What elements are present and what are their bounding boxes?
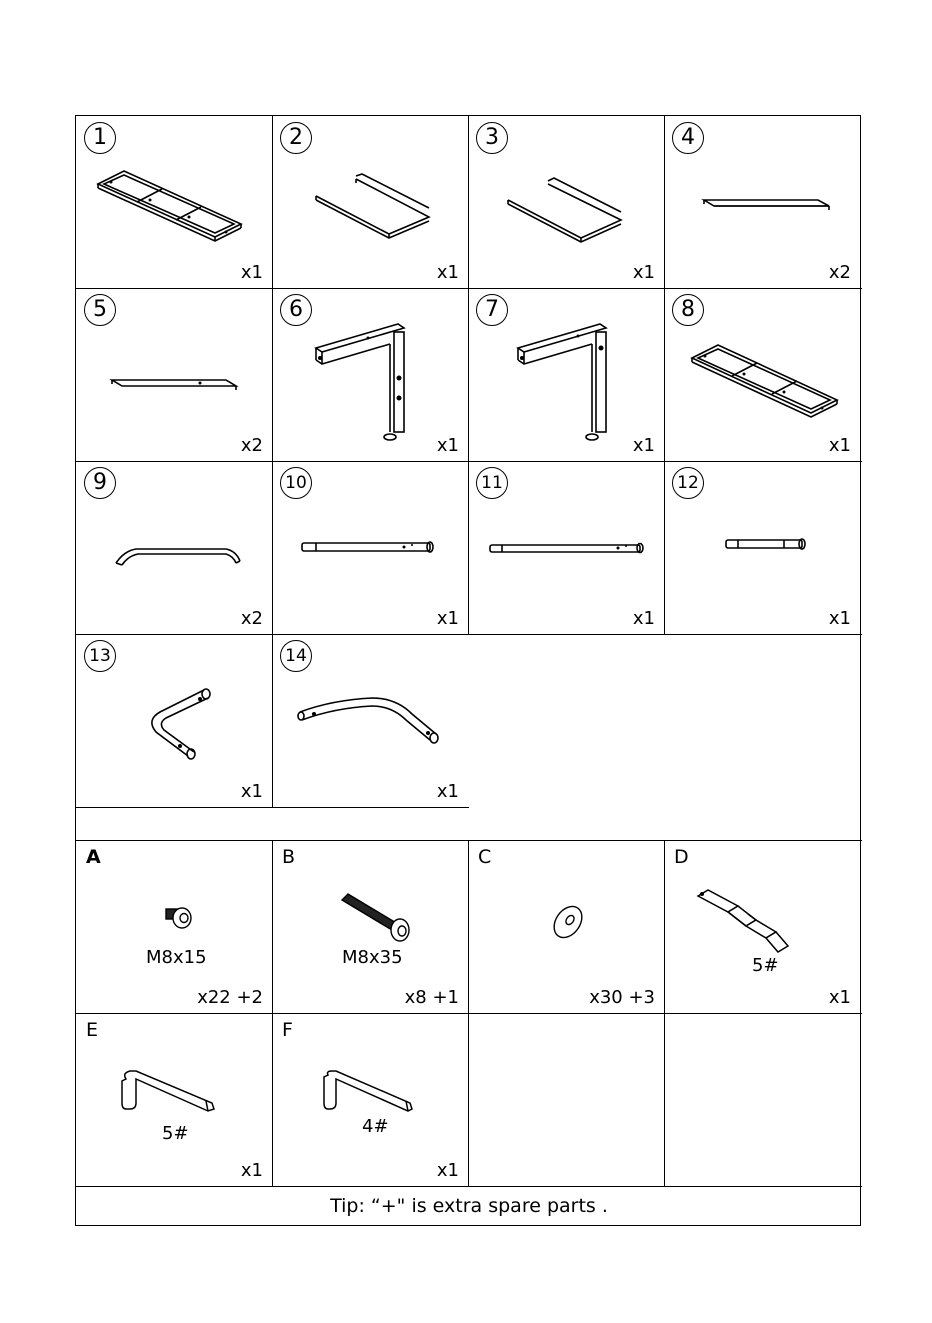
quantity-label: x1 [632, 435, 655, 456]
part-cell-2 [272, 116, 468, 288]
key-size-label: 5# [162, 1123, 189, 1144]
hardware-letter: D [674, 846, 689, 868]
quantity-label: x30 +3 [589, 987, 655, 1008]
part-cell-3 [468, 116, 664, 288]
part-number: 6 [280, 294, 312, 326]
hardware-letter: A [86, 846, 101, 868]
quantity-label: x1 [240, 781, 263, 802]
part-number: 5 [84, 294, 116, 326]
quantity-label: x2 [828, 262, 851, 283]
hardware-cell-c [468, 840, 664, 1013]
part-number: 7 [476, 294, 508, 326]
bolt-size-label: M8x35 [342, 947, 403, 968]
part-cell-9 [76, 461, 272, 634]
quantity-label: x2 [240, 435, 263, 456]
part-cell-11 [468, 461, 664, 634]
part-number: 11 [476, 467, 508, 499]
hardware-cell-a [76, 840, 272, 1013]
empty-cell [468, 1013, 664, 1186]
quantity-label: x1 [240, 1160, 263, 1181]
quantity-label: x1 [828, 608, 851, 629]
part-cell-13 [76, 634, 272, 807]
part-number: 8 [672, 294, 704, 326]
quantity-label: x22 +2 [197, 987, 263, 1008]
bolt-size-label: M8x15 [146, 947, 207, 968]
part-cell-7 [468, 288, 664, 461]
bit-size-label: 5# [752, 955, 779, 976]
hardware-letter: E [86, 1019, 99, 1041]
part-number: 10 [280, 467, 312, 499]
part-number: 13 [84, 640, 116, 672]
hardware-cell-e [76, 1013, 272, 1186]
quantity-label: x1 [436, 781, 459, 802]
parts-list-table [75, 115, 861, 1226]
tip-note: Tip: “+" is extra spare parts . [330, 1195, 608, 1217]
quantity-label: x1 [828, 987, 851, 1008]
part-cell-8 [664, 288, 860, 461]
part-cell-12 [664, 461, 860, 634]
hardware-letter: B [282, 846, 296, 868]
hardware-cell-d [664, 840, 860, 1013]
key-size-label: 4# [362, 1116, 389, 1137]
part-number: 12 [672, 467, 704, 499]
quantity-label: x1 [436, 608, 459, 629]
part-cell-5 [76, 288, 272, 461]
part-number: 3 [476, 122, 508, 154]
quantity-label: x1 [436, 262, 459, 283]
empty-cell [664, 1013, 860, 1186]
part-cell-4 [664, 116, 860, 288]
grid-line [76, 807, 469, 808]
hardware-letter: C [478, 846, 492, 868]
quantity-label: x1 [436, 1160, 459, 1181]
hardware-cell-b [272, 840, 468, 1013]
quantity-label: x1 [436, 435, 459, 456]
part-cell-10 [272, 461, 468, 634]
part-cell-6 [272, 288, 468, 461]
part-number: 14 [280, 640, 312, 672]
quantity-label: x2 [240, 608, 263, 629]
quantity-label: x1 [632, 608, 655, 629]
part-number: 1 [84, 122, 116, 154]
part-number: 9 [84, 467, 116, 499]
quantity-label: x1 [828, 435, 851, 456]
part-number: 2 [280, 122, 312, 154]
quantity-label: x1 [240, 262, 263, 283]
part-cell-1 [76, 116, 272, 288]
part-cell-14 [272, 634, 468, 807]
quantity-label: x1 [632, 262, 655, 283]
hardware-letter: F [282, 1019, 293, 1041]
quantity-label: x8 +1 [404, 987, 459, 1008]
part-number: 4 [672, 122, 704, 154]
hardware-cell-f [272, 1013, 468, 1186]
